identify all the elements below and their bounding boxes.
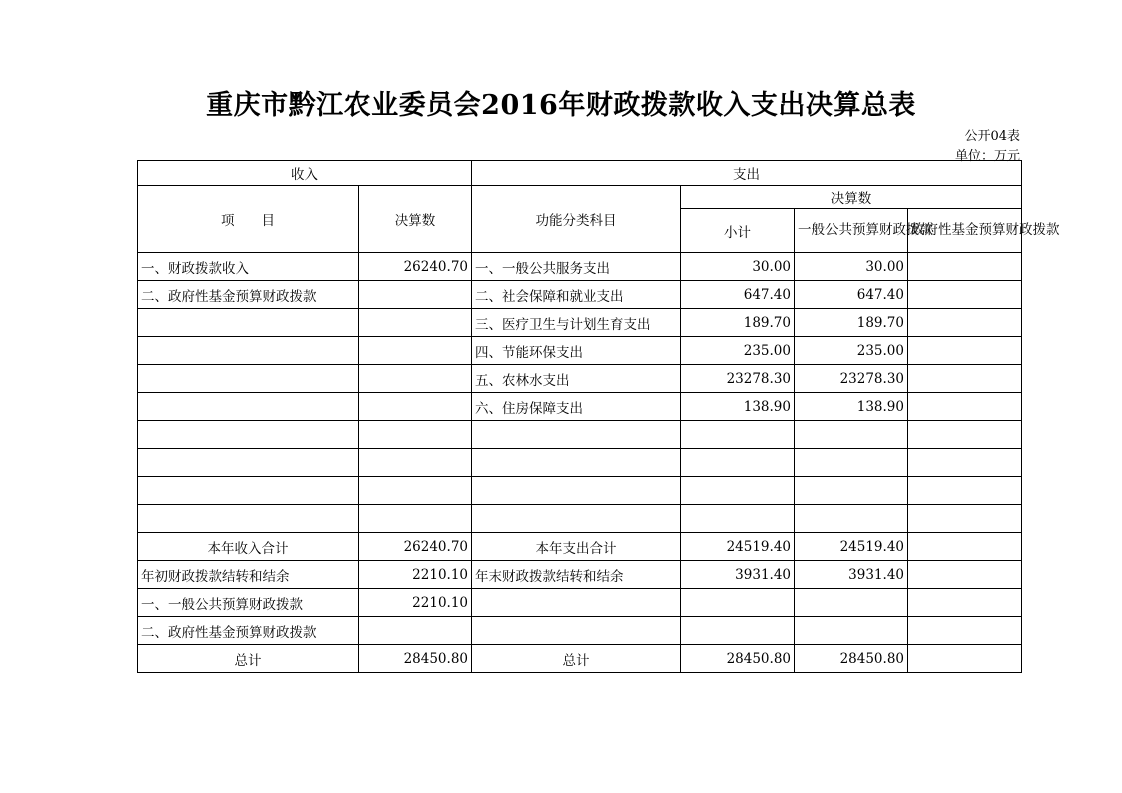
income-item-cell — [138, 505, 359, 533]
income-item-cell — [138, 421, 359, 449]
income-item-cell — [138, 393, 359, 421]
income-amount-cell — [359, 337, 472, 365]
expense-fund-cell — [908, 337, 1022, 365]
expense-subtotal-cell — [681, 589, 795, 617]
income-amount-cell — [359, 309, 472, 337]
expense-fund-cell — [908, 589, 1022, 617]
general-budget-header: 一般公共预算财政拨款 — [795, 209, 908, 253]
expense-subtotal-cell — [681, 449, 795, 477]
budget-table — [137, 160, 1060, 673]
gov-fund-header: 政府性基金预算财政拨款 — [908, 209, 1022, 253]
expense-fund-cell — [908, 645, 1022, 673]
expense-subtotal-cell — [681, 505, 795, 533]
income-item-cell: 年初财政拨款结转和结余 — [138, 561, 359, 589]
table-row — [138, 393, 1022, 421]
expense-header: 支出 — [472, 161, 1022, 186]
expense-fund-cell — [908, 421, 1022, 449]
unit-label: 单位：万元 — [954, 149, 1020, 164]
income-item-cell — [138, 309, 359, 337]
table-row — [138, 253, 1022, 281]
income-amount-cell — [359, 477, 472, 505]
income-amount-cell: 2210.10 — [359, 589, 472, 617]
subtotal-header: 小计 — [681, 209, 795, 253]
expense-fund-cell — [908, 617, 1022, 645]
expense-subtotal-cell: 24519.40 — [681, 533, 795, 561]
final-amount-header: 决算数 — [681, 186, 1022, 209]
table-row — [138, 505, 1022, 533]
table-row — [138, 365, 1022, 393]
expense-subtotal-cell — [681, 617, 795, 645]
expense-item-cell — [472, 505, 681, 533]
expense-general-cell — [795, 505, 908, 533]
expense-item-cell: 五、农林水支出 — [472, 365, 681, 393]
expense-fund-cell — [908, 309, 1022, 337]
income-item-cell — [138, 365, 359, 393]
grand-total-row — [138, 645, 1022, 673]
expense-subtotal-cell: 189.70 — [681, 309, 795, 337]
expense-general-cell — [795, 589, 908, 617]
expense-general-cell — [795, 477, 908, 505]
expense-fund-cell — [908, 505, 1022, 533]
expense-subtotal-cell: 30.00 — [681, 253, 795, 281]
income-item-cell: 总计 — [138, 645, 359, 673]
income-amount-cell — [359, 281, 472, 309]
income-amount-cell: 2210.10 — [359, 561, 472, 589]
expense-general-cell — [795, 617, 908, 645]
expense-item-cell: 年末财政拨款结转和结余 — [472, 561, 681, 589]
income-amount-cell — [359, 505, 472, 533]
income-item-cell — [138, 337, 359, 365]
expense-item-cell: 本年支出合计 — [472, 533, 681, 561]
income-item-cell: 二、政府性基金预算财政拨款 — [138, 281, 359, 309]
income-item-cell — [138, 449, 359, 477]
expense-general-cell: 235.00 — [795, 337, 908, 365]
expense-fund-cell — [908, 449, 1022, 477]
income-amount-cell: 26240.70 — [359, 253, 472, 281]
expense-subtotal-cell: 28450.80 — [681, 645, 795, 673]
expense-item-cell: 三、医疗卫生与计划生育支出 — [472, 309, 681, 337]
income-item-cell: 一、一般公共预算财政拨款 — [138, 589, 359, 617]
income-amount-cell — [359, 617, 472, 645]
header-row-2 — [138, 186, 1022, 209]
table-row — [138, 477, 1022, 505]
expense-general-cell: 24519.40 — [795, 533, 908, 561]
expense-item-cell — [472, 589, 681, 617]
expense-general-cell: 28450.80 — [795, 645, 908, 673]
expense-general-cell: 3931.40 — [795, 561, 908, 589]
expense-item-cell — [472, 477, 681, 505]
income-amount-cell — [359, 393, 472, 421]
income-item-cell — [138, 477, 359, 505]
expense-general-cell: 647.40 — [795, 281, 908, 309]
expense-fund-cell — [908, 253, 1022, 281]
expense-subtotal-cell: 235.00 — [681, 337, 795, 365]
expense-fund-cell — [908, 281, 1022, 309]
amount-header: 决算数 — [359, 186, 472, 253]
income-amount-cell: 26240.70 — [359, 533, 472, 561]
income-amount-cell: 28450.80 — [359, 645, 472, 673]
year-total-row — [138, 533, 1022, 561]
income-amount-cell — [359, 449, 472, 477]
report-title: 重庆市黔江农业委员会2016年财政拨款收入支出决算总表 — [206, 90, 916, 121]
table-row — [138, 309, 1022, 337]
expense-general-cell: 138.90 — [795, 393, 908, 421]
expense-fund-cell — [908, 533, 1022, 561]
income-header: 收入 — [138, 161, 472, 186]
expense-item-cell: 四、节能环保支出 — [472, 337, 681, 365]
expense-subtotal-cell: 3931.40 — [681, 561, 795, 589]
table-row — [138, 337, 1022, 365]
expense-general-cell: 189.70 — [795, 309, 908, 337]
expense-subtotal-cell: 647.40 — [681, 281, 795, 309]
expense-subtotal-cell: 23278.30 — [681, 365, 795, 393]
expense-fund-cell — [908, 561, 1022, 589]
header-row-1 — [138, 161, 1022, 186]
expense-subtotal-cell — [681, 477, 795, 505]
carry-row — [138, 561, 1022, 589]
expense-general-cell: 30.00 — [795, 253, 908, 281]
expense-fund-cell — [908, 393, 1022, 421]
table-row — [138, 449, 1022, 477]
income-item-cell: 二、政府性基金预算财政拨款 — [138, 617, 359, 645]
expense-item-cell: 一、一般公共服务支出 — [472, 253, 681, 281]
expense-general-cell — [795, 421, 908, 449]
expense-general-cell: 23278.30 — [795, 365, 908, 393]
expense-item-cell: 六、住房保障支出 — [472, 393, 681, 421]
income-amount-cell — [359, 421, 472, 449]
income-item-cell: 本年收入合计 — [138, 533, 359, 561]
carry-row — [138, 617, 1022, 645]
table-code: 公开04表 — [964, 129, 1020, 144]
expense-general-cell — [795, 449, 908, 477]
expense-item-cell — [472, 449, 681, 477]
item-header: 项 目 — [138, 186, 359, 253]
expense-item-cell: 二、社会保障和就业支出 — [472, 281, 681, 309]
expense-item-cell — [472, 421, 681, 449]
table-row — [138, 281, 1022, 309]
table-row — [138, 421, 1022, 449]
carry-row — [138, 589, 1022, 617]
expense-subtotal-cell — [681, 421, 795, 449]
expense-item-cell — [472, 617, 681, 645]
expense-subtotal-cell: 138.90 — [681, 393, 795, 421]
expense-fund-cell — [908, 365, 1022, 393]
income-item-cell: 一、财政拨款收入 — [138, 253, 359, 281]
income-amount-cell — [359, 365, 472, 393]
func-category-header: 功能分类科目 — [472, 186, 681, 253]
expense-fund-cell — [908, 477, 1022, 505]
expense-item-cell: 总计 — [472, 645, 681, 673]
